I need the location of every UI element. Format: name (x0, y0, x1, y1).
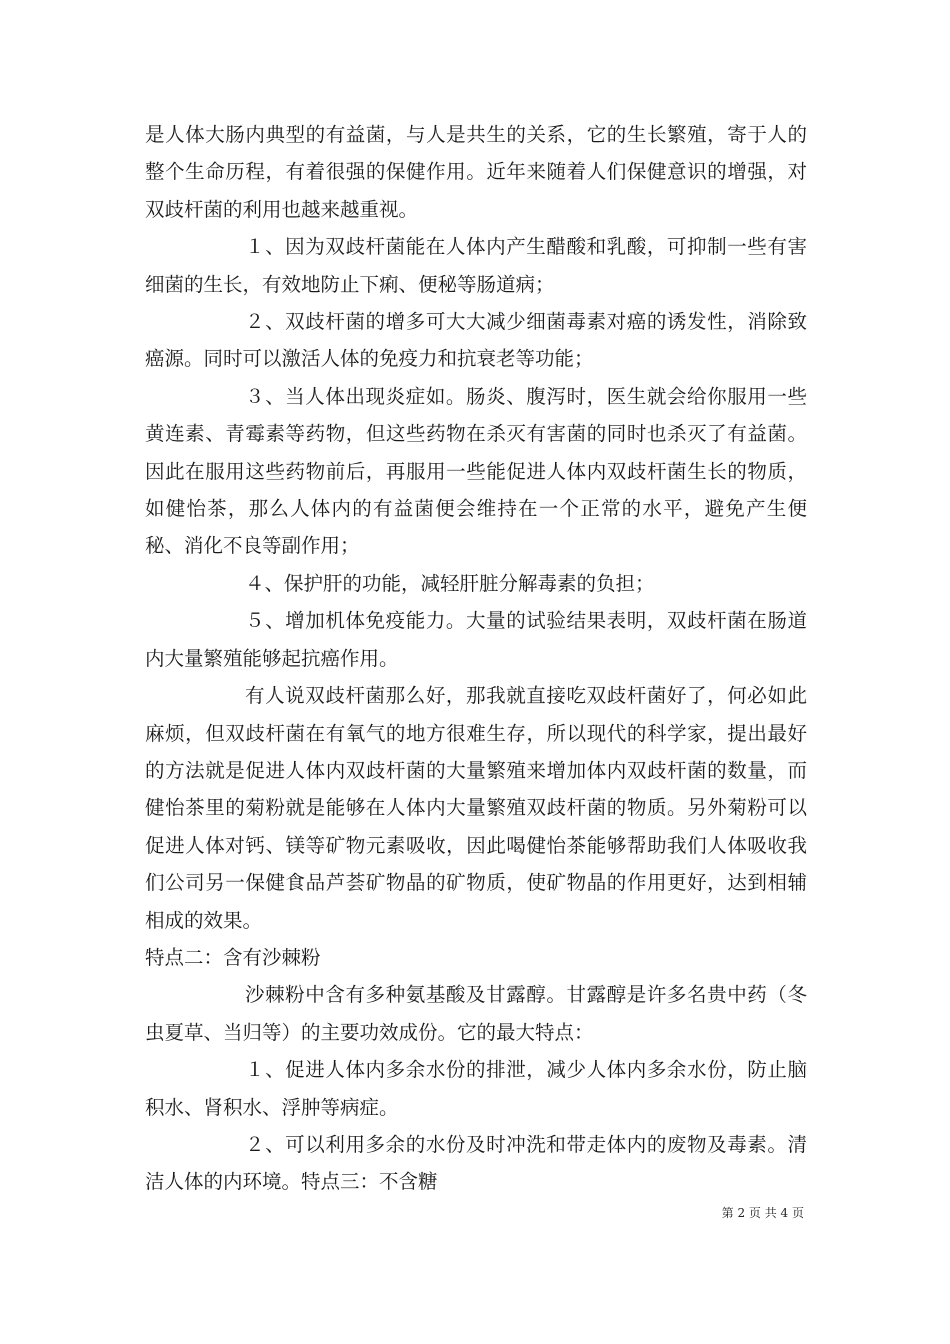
paragraph-sea-buckthorn-point-2: ２、可以利用多余的水份及时冲洗和带走体内的废物及毒素。清洁人体的内环境。特点三：不含糖 (145, 1132, 807, 1194)
paragraph-intro: 是人体大肠内典型的有益菌，与人是共生的关系，它的生长繁殖，寄于人的整个生命历程，有着很强的保健作用。近年来随着人们保健意识的增强，对双歧杆菌的利用也越来越重视。 (145, 123, 807, 221)
paragraph-sea-buckthorn-point-1: １、促进人体内多余水份的排泄，减少人体内多余水份，防止脑积水、肾积水、浮肿等病症。 (145, 1058, 807, 1119)
paragraph-point-1: １、因为双歧杆菌能在人体内产生醋酸和乳酸，可抑制一些有害细菌的生长，有效地防止下痢、便秘等肠道病； (145, 235, 807, 296)
document-body (145, 116, 807, 1201)
paragraph-point-3: ３、当人体出现炎症如。肠炎、腹泻时，医生就会给你服用一些黄连素、青霉素等药物，但这些药物在杀灭有害菌的同时也杀灭了有益菌。因此在服用这些药物前后，再服用一些能促进人体内双歧杆菌生长的物质，如健怡茶，那么人体内的有益菌便会维持在一个正常的水平，避免产生便秘、消化不良等副作用； (145, 384, 807, 558)
paragraph-point-2: ２、双歧杆菌的增多可大大减少细菌毒素对癌的诱发性，消除致癌源。同时可以激活人体的免疫力和抗衰老等功能； (145, 310, 807, 371)
paragraph-sea-buckthorn: 沙棘粉中含有多种氨基酸及甘露醇。甘露醇是许多名贵中药（冬虫夏草、当归等）的主要功效成份。它的最大特点： (145, 983, 807, 1044)
paragraph-point-4: ４、保护肝的功能，减轻肝脏分解毒素的负担； (245, 571, 655, 595)
page-number: 第 2 页 共 4 页 (721, 1206, 804, 1220)
paragraph-explanation: 有人说双歧杆菌那么好，那我就直接吃双歧杆菌好了，何必如此麻烦，但双歧杆菌在有氧气的地方很难生存，所以现代的科学家，提出最好的方法就是促进人体内双歧杆菌的大量繁殖来增加体内双歧杆菌的数量，而健怡茶里的菊粉就是能够在人体内大量繁殖双歧杆菌的物质。另外菊粉可以促进人体对钙、镁等矿物元素吸收，因此喝健怡茶能够帮助我们人体吸收我们公司另一保健食品芦荟矿物晶的矿物质，使矿物晶的作用更好，达到相辅相成的效果。 (145, 684, 807, 932)
section-heading-feature-2: 特点二：含有沙棘粉 (145, 945, 321, 969)
paragraph-point-5: ５、增加机体免疫能力。大量的试验结果表明，双歧杆菌在肠道内大量繁殖能够起抗癌作用。 (145, 609, 807, 670)
